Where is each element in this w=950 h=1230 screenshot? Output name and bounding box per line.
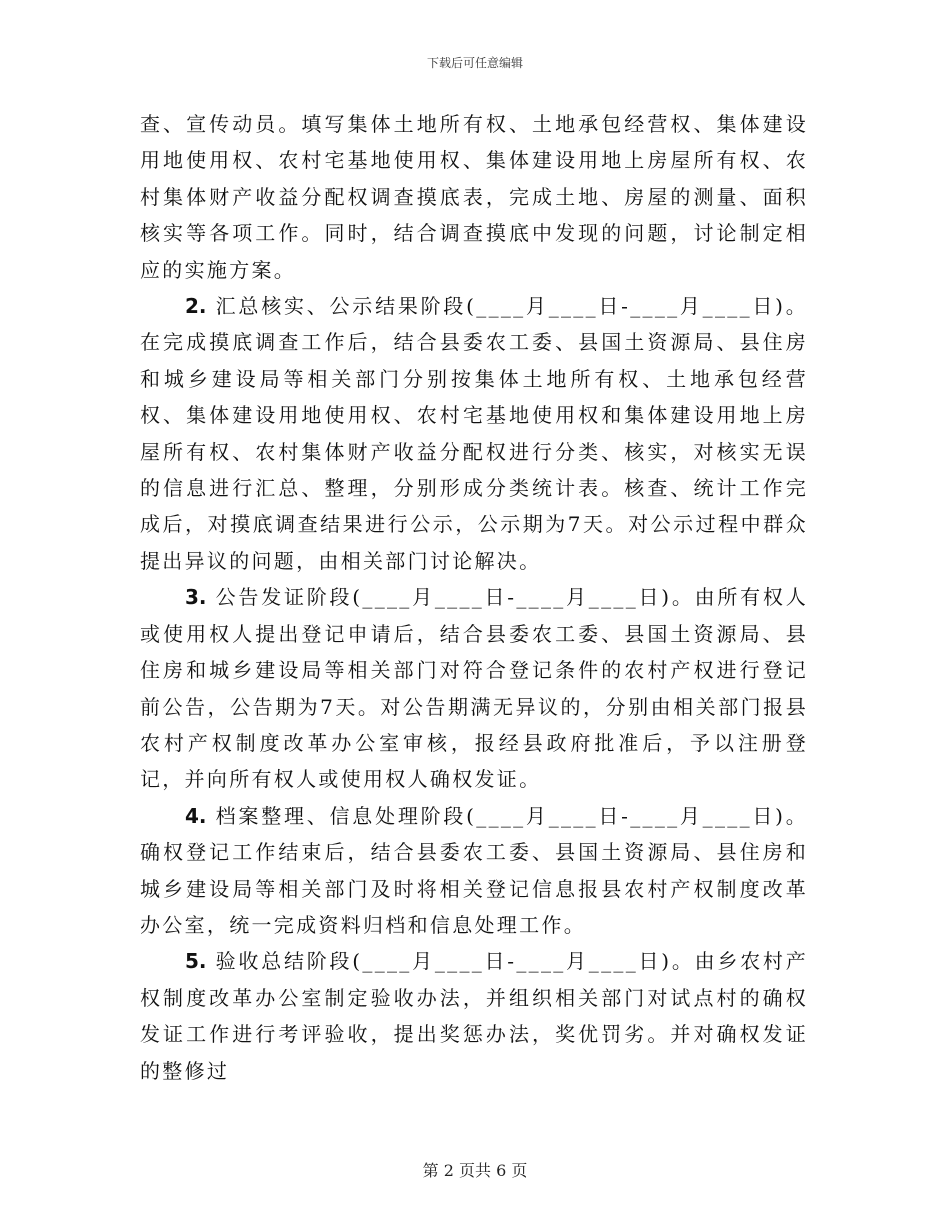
paragraph-continuation <box>140 106 808 288</box>
paragraph-step-5 <box>140 943 808 1089</box>
paragraph-step-2 <box>140 288 808 579</box>
paragraph-text: 公告发证阶段(____月____日-____月____日)。由所有权人或使用权人提出登记申请后，结合县委农工委、县国土资源局、县住房和城乡建设局等相关部门对符合登记条件的农村产权进行登记前公告，公告期为7天。对公告期满无异议的，分别由相关部门报县农村产权制度改革办公室审核，报经县政府批准后，予以注册登记，并向所有权人或使用权人确权发证。 <box>140 585 808 792</box>
paragraph-step-4 <box>140 798 808 944</box>
paragraph-text: 汇总核实、公示结果阶段(____月____日-____月____日)。在完成摸底调查工作后，结合县委农工委、县国土资源局、县住房和城乡建设局等相关部门分别按集体土地所有权、土地承包经营权、集体建设用地使用权、农村宅基地使用权和集体建设用地上房屋所有权、农村集体财产收益分配权进行分类、核实，对核实无误的信息进行汇总、整理，分别形成分类统计表。核查、统计工作完成后，对摸底调查结果进行公示，公示期为7天。对公示过程中群众提出异议的问题，由相关部门讨论解决。 <box>140 294 808 573</box>
step-number: 4. <box>185 803 207 828</box>
paragraph-text: 查、宣传动员。填写集体土地所有权、土地承包经营权、集体建设用地使用权、农村宅基地使用权、集体建设用地上房屋所有权、农村集体财产收益分配权调查摸底表，完成土地、房屋的测量、面积核实等各项工作。同时，结合调查摸底中发现的问题，讨论制定相应的实施方案。 <box>140 112 808 282</box>
document-body <box>140 106 808 1089</box>
step-number: 2. <box>185 294 207 319</box>
step-number: 5. <box>185 949 207 974</box>
page-footer: 第 2 页共 6 页 <box>422 1161 528 1180</box>
paragraph-step-3 <box>140 579 808 797</box>
paragraph-text: 验收总结阶段(____月____日-____月____日)。由乡农村产权制度改革办公室制定验收办法，并组织相关部门对试点村的确权发证工作进行考评验收，提出奖惩办法，奖优罚劣。并对确权发证的整修过 <box>140 949 808 1083</box>
step-number: 3. <box>185 585 207 610</box>
page-header: 下载后可任意编辑 <box>426 56 523 70</box>
paragraph-text: 档案整理、信息处理阶段(____月____日-____月____日)。确权登记工作结束后，结合县委农工委、县国土资源局、县住房和城乡建设局等相关部门及时将相关登记信息报县农村产权制度改革办公室，统一完成资料归档和信息处理工作。 <box>140 803 808 937</box>
